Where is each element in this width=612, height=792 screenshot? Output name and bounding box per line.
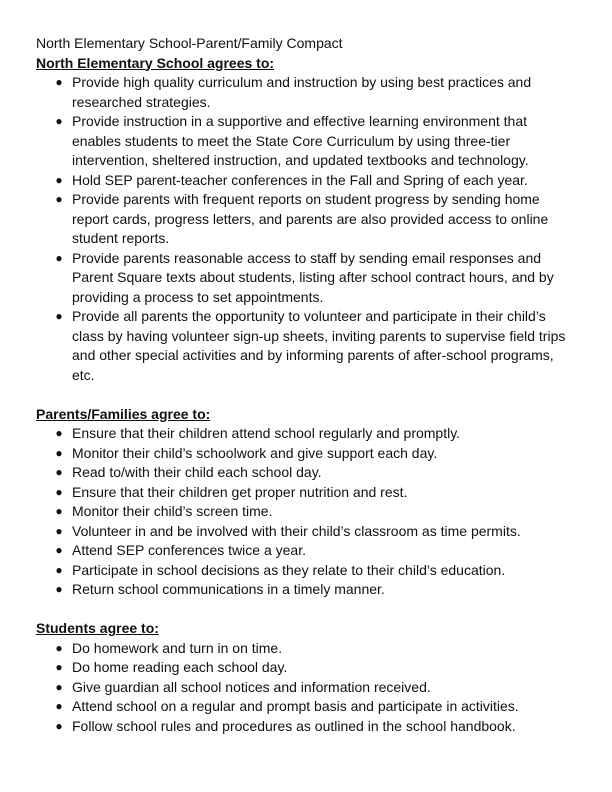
list-item-text: Provide parents with frequent reports on student progress by sending home report cards, progress letters, and parents are also provided access to online student reports. bbox=[72, 191, 549, 246]
list-item bbox=[36, 561, 576, 581]
section-heading-students: Students agree to: bbox=[36, 620, 159, 636]
list-item bbox=[36, 307, 576, 385]
list-item-text: Provide instruction in a supportive and effective learning environment that enables students to meet the State Core Curriculum by using three-tier intervention, sheltered instruction, and updated textbooks and technology. bbox=[72, 113, 529, 168]
section-students bbox=[36, 619, 576, 736]
list-item bbox=[36, 580, 576, 600]
list-item bbox=[36, 190, 576, 249]
bullet-icon: ● bbox=[55, 309, 63, 323]
list-item bbox=[36, 541, 576, 561]
list-item-text: Provide high quality curriculum and instruction by using best practices and researched strategies. bbox=[72, 74, 532, 110]
list-item bbox=[36, 444, 576, 464]
list-item-text: Do homework and turn in on time. bbox=[72, 639, 283, 656]
list-item-text: Volunteer in and be involved with their child’s classroom as time permits. bbox=[72, 522, 521, 539]
list-item-text: Do home reading each school day. bbox=[72, 659, 288, 675]
bullet-icon: ● bbox=[55, 582, 63, 596]
bullet-icon: ● bbox=[55, 718, 63, 733]
list-item-text: Read to/with their child each school day. bbox=[72, 464, 322, 480]
list-item-text: Monitor their child’s screen time. bbox=[72, 503, 273, 519]
list-item-text: Monitor their child’s schoolwork and give support each day. bbox=[72, 444, 438, 461]
bullet-icon: ● bbox=[55, 660, 63, 674]
section-spacer bbox=[36, 600, 576, 620]
bullet-icon: ● bbox=[55, 543, 63, 557]
bullet-icon: ● bbox=[55, 114, 63, 128]
list-item-text: Return school communications in a timely manner. bbox=[72, 581, 385, 597]
bullet-icon: ● bbox=[55, 699, 63, 713]
bullet-icon: ● bbox=[55, 465, 63, 479]
list-item bbox=[36, 697, 576, 717]
list-item-text: Hold SEP parent-teacher conferences in the Fall and Spring of each year. bbox=[72, 171, 528, 188]
bullet-icon: ● bbox=[55, 504, 63, 518]
bullet-list-students bbox=[36, 639, 576, 737]
list-item-text: Attend school on a regular and prompt basis and participate in activities. bbox=[72, 698, 519, 714]
list-item-text: Follow school rules and procedures as outlined in the school handbook. bbox=[72, 717, 516, 734]
list-item bbox=[36, 717, 576, 737]
list-item-text: Give guardian all school notices and information received. bbox=[72, 678, 431, 695]
list-item bbox=[36, 678, 576, 698]
bullet-icon: ● bbox=[55, 172, 63, 187]
section-school bbox=[36, 54, 576, 386]
list-item bbox=[36, 658, 576, 678]
bullet-list-parents bbox=[36, 424, 576, 600]
bullet-icon: ● bbox=[55, 250, 63, 265]
bullet-icon: ● bbox=[55, 445, 63, 460]
bullet-icon: ● bbox=[55, 523, 63, 538]
bullet-icon: ● bbox=[55, 640, 63, 655]
document-page bbox=[36, 34, 576, 736]
bullet-list-school bbox=[36, 73, 576, 385]
bullet-icon: ● bbox=[55, 75, 63, 89]
list-item bbox=[36, 522, 576, 542]
bullet-icon: ● bbox=[55, 562, 63, 577]
list-item bbox=[36, 171, 576, 191]
list-item bbox=[36, 502, 576, 522]
bullet-icon: ● bbox=[55, 426, 63, 440]
list-item-text: Ensure that their children attend school regularly and promptly. bbox=[72, 425, 461, 441]
document-title: North Elementary School-Parent/Family Compact bbox=[36, 35, 343, 51]
list-item bbox=[36, 249, 576, 308]
list-item-text: Ensure that their children get proper nutrition and rest. bbox=[72, 483, 408, 500]
list-item-text: Provide parents reasonable access to staff by sending email responses and Parent Square texts about students, listing after school contract hours, and by providing a process to set appointments. bbox=[72, 249, 554, 305]
section-heading-school: North Elementary School agrees to: bbox=[36, 54, 275, 71]
list-item bbox=[36, 112, 576, 171]
list-item bbox=[36, 424, 576, 444]
list-item bbox=[36, 483, 576, 503]
bullet-icon: ● bbox=[55, 484, 63, 499]
bullet-icon: ● bbox=[55, 192, 63, 206]
list-item-text: Attend SEP conferences twice a year. bbox=[72, 542, 306, 558]
list-item bbox=[36, 73, 576, 112]
list-item bbox=[36, 463, 576, 483]
list-item-text: Provide all parents the opportunity to volunteer and participate in their child’s class by having volunteer sign-up sheets, inviting parents to supervise field trips and other special activities and by informing parents of after-school programs, etc. bbox=[72, 308, 566, 383]
bullet-icon: ● bbox=[55, 679, 63, 694]
list-item bbox=[36, 639, 576, 659]
list-item-text: Participate in school decisions as they relate to their child’s education. bbox=[72, 561, 506, 578]
section-heading-parents: Parents/Families agree to: bbox=[36, 405, 211, 422]
section-parents bbox=[36, 405, 576, 600]
section-spacer bbox=[36, 385, 576, 405]
